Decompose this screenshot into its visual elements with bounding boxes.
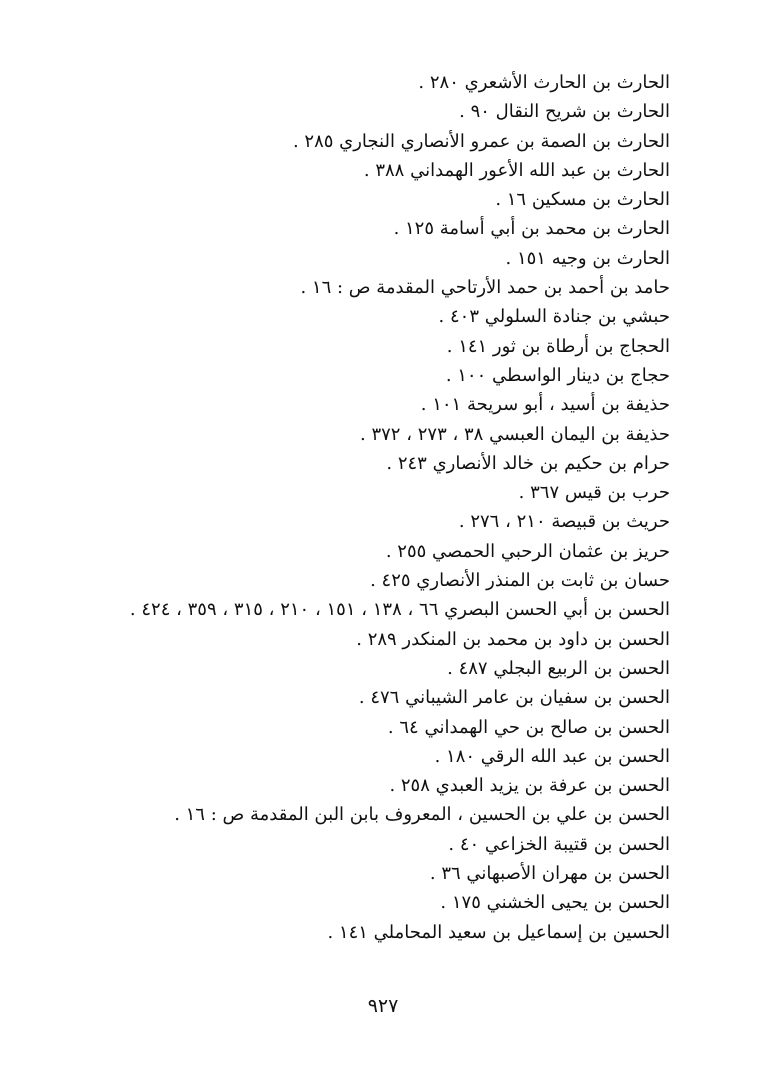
index-entry: الحسن بن أبي الحسن البصري ٦٦ ، ١٣٨ ، ١٥١ ، ٢١٠ ، ٣١٥ ، ٣٥٩ ، ٤٢٤ . xyxy=(129,599,670,621)
index-entry: الحسن بن سفيان بن عامر الشيباني ٤٧٦ . xyxy=(358,687,670,709)
index-entry: الحسن بن علي بن الحسين ، المعروف بابن البن المقدمة ص : ١٦ . xyxy=(174,804,670,826)
index-entry: الحجاج بن أرطاة بن ثور ١٤١ . xyxy=(446,335,670,357)
index-entry: الحسن بن الربيع البجلي ٤٨٧ . xyxy=(447,657,670,679)
index-entry: الحسن بن عبد الله الرقي ١٨٠ . xyxy=(434,745,670,767)
index-entry: الحارث بن محمد بن أبي أسامة ١٢٥ . xyxy=(393,218,670,240)
index-entry: الحارث بن الحارث الأشعري ٢٨٠ . xyxy=(418,72,670,93)
index-entry: الحارث بن عبد الله الأعور الهمداني ٣٨٨ . xyxy=(363,159,670,181)
index-entry: الحسن بن مهران الأصبهاني ٣٦ . xyxy=(429,863,670,885)
index-entry: حبشي بن جنادة السلولي ٤٠٣ . xyxy=(438,306,670,328)
index-entry: حسان بن ثابت بن المنذر الأنصاري ٤٢٥ . xyxy=(370,570,670,592)
index-entry: الحارث بن مسكين ١٦ . xyxy=(495,189,670,211)
index-entry: الحسن بن قتيبة الخزاعي ٤٠ . xyxy=(448,833,670,855)
index-entry: الحسن بن يحيى الخشني ١٧٥ . xyxy=(440,892,670,914)
index-entry: الحسين بن إسماعيل بن سعيد المحاملي ١٤١ . xyxy=(327,921,670,943)
narrator-index-list xyxy=(90,68,670,947)
index-entry: الحسن بن داود بن محمد بن المنكدر ٢٨٩ . xyxy=(356,628,670,650)
index-entry: حريز بن عثمان الرحبي الحمصي ٢٥٥ . xyxy=(385,540,670,562)
page-number: ٩٢٧ xyxy=(367,995,399,1017)
index-entry: حرب بن قيس ٣٦٧ . xyxy=(518,482,670,504)
index-entry: حرام بن حكيم بن خالد الأنصاري ٢٤٣ . xyxy=(386,452,670,474)
index-entry: الحسن بن صالح بن حي الهمداني ٦٤ . xyxy=(387,716,670,738)
index-entry: حريث بن قبيصة ٢١٠ ، ٢٧٦ . xyxy=(458,511,670,533)
index-entry: الحارث بن وجيه ١٥١ . xyxy=(505,247,670,269)
index-entry: حذيفة بن اليمان العبسي ٣٨ ، ٢٧٣ ، ٣٧٢ . xyxy=(360,423,670,445)
index-entry: الحارث بن الصمة بن عمرو الأنصاري النجاري ٢٨٥ . xyxy=(292,130,670,152)
index-entry: حجاج بن دينار الواسطي ١٠٠ . xyxy=(445,364,670,386)
index-entry: الحارث بن شريح النقال ٩٠ . xyxy=(459,101,670,123)
index-entry: حذيفة بن أسيد ، أبو سريحة ١٠١ . xyxy=(420,394,670,416)
index-entry: الحسن بن عرفة بن يزيد العبدي ٢٥٨ . xyxy=(389,775,670,797)
index-entry: حامد بن أحمد بن حمد الأرتاحي المقدمة ص : ١٦ . xyxy=(300,277,670,299)
